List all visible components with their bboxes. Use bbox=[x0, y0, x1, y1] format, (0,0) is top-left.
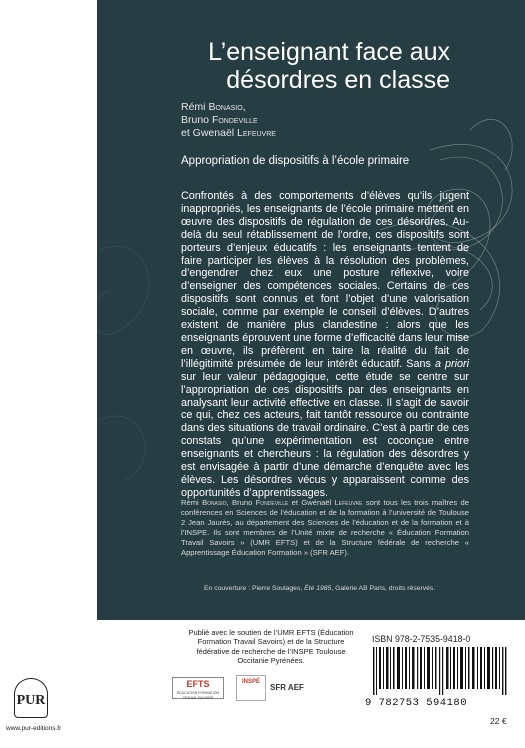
authors-block bbox=[181, 101, 276, 140]
inspe-logo: INSPÉ bbox=[236, 675, 266, 701]
credit-prefix: En couverture : Pierre Soulages, bbox=[204, 585, 303, 592]
author-2-last: Fondeville bbox=[211, 114, 258, 126]
bio-sep1: , bbox=[226, 498, 229, 507]
book-title bbox=[150, 38, 450, 94]
author-3-last: Lefeuvre bbox=[237, 127, 276, 139]
blurb-text bbox=[181, 190, 469, 500]
bio-a3-prefix: et Gwénaël bbox=[291, 498, 332, 507]
author-1-first: Rémi bbox=[181, 101, 206, 113]
blurb-part-2: sur leur valeur pédagogique, cette étude se centre sur l’appropriation de ces dispositifs par des enseignants en analysant leur activité effective en classe. Il s’agit de savoir ce qui, chez ces acteurs, fait tantôt ressource ou contrainte dans des situations de travail ordinaire. C’est à partir de ces constats qu’une expérimentation est coconçue entre enseignants et chercheurs : la régulation des désordres y est envisagée à partir d’une démarche d’enquête avec les élèves. Les désordres vécus y apparaissent comme des opportunités d’apprentissages. bbox=[181, 370, 469, 499]
bio-a3-last: Lefeuvre bbox=[334, 498, 363, 507]
efts-logo bbox=[172, 677, 224, 699]
partner-logos bbox=[172, 675, 372, 705]
efts-logo-sub: ÉDUCATION FORMATION TRAVAIL SAVOIRS bbox=[176, 691, 220, 700]
barcode bbox=[371, 647, 511, 695]
bio-a1-first: Rémi bbox=[181, 498, 199, 507]
book-subtitle: Appropriation de dispositifs à l’école primaire bbox=[181, 155, 410, 167]
title-line-1: L’enseignant face aux bbox=[208, 38, 450, 66]
bio-text: sont tous les trois maîtres de conférences en Sciences de l’éducation et de la formation à l’université de Toulouse 2 Jean Jaurès, au département des Sciences de l’éducation et de la formation et à l’INSPE. Ils sont membres de l’Unité mixte de recherche « Éducation Formation Travail Savoirs » (UMR EFTS) et de la Structure fédérale de recherche « Apprentissage Éducation Formation » (SFR AEF). bbox=[181, 498, 469, 558]
barcode-digits: 9 782753 594180 bbox=[365, 697, 468, 709]
bio-a1-last: Bonasio bbox=[202, 498, 227, 507]
sfr-logo: SFR AEF bbox=[270, 683, 304, 692]
price: 22 € bbox=[490, 716, 507, 726]
efts-logo-text: EFTS bbox=[186, 679, 210, 689]
bio-a2-last: Fondeville bbox=[255, 498, 289, 507]
pur-logo: PUR bbox=[14, 678, 48, 718]
credit-suffix: , Galerie AB Paris, droits réservés. bbox=[331, 585, 436, 592]
publisher-website: www.pur-editions.fr bbox=[6, 725, 62, 732]
isbn: ISBN 978-2-7535-9418-0 bbox=[372, 634, 471, 644]
author-1-last: Bonasio bbox=[208, 101, 243, 113]
author-1-sep: , bbox=[242, 101, 246, 113]
bio-a2-first: Bruno bbox=[232, 498, 253, 507]
author-3-prefix: et Gwenaël bbox=[181, 127, 235, 139]
author-2-first: Bruno bbox=[181, 114, 210, 126]
support-text: Publié avec le soutien de l’UMR EFTS (Éducation Formation Travail Savoirs) et de la Structure fédérative de recherche de l’INSPE Toulouse Occitanie Pyrénées. bbox=[188, 628, 354, 666]
title-line-2: désordres en classe bbox=[226, 66, 450, 94]
credit-work: Été 1985 bbox=[304, 585, 332, 592]
cover-credit bbox=[204, 585, 435, 592]
watermark-decoration: ~~~~ bbox=[41, 421, 112, 560]
blurb-part-1: Confrontés à des comportements d’élèves qu’ils jugent inappropriés, les enseignants de l’école primaire mettent en œuvre des dispositifs de régulation de ces désordres. Au-delà du seul rétablissement de l’ordre, ces dispositifs sont porteurs d’enjeux éducatifs : les enseignants tentent de faire participer les élèves à la résolution des problèmes, d’engendrer chez eux une posture réflexive, voire d’enseigner des compétences sociales. Certains de ces dispositifs sont connus et font l’objet d’une valorisation sociale, comme par exemple le conseil d’élèves. D’autres existent de manière plus clandestine : alors que les enseignants éprouvent une forme d’efficacité dans leur mise en œuvre, ils préfèrent en taire la réalité du fait de l’illégitimité présumée de leur intérêt éducatif. Sans bbox=[181, 190, 469, 370]
blurb-italic: a priori bbox=[434, 357, 469, 370]
authors-bio bbox=[181, 498, 469, 559]
